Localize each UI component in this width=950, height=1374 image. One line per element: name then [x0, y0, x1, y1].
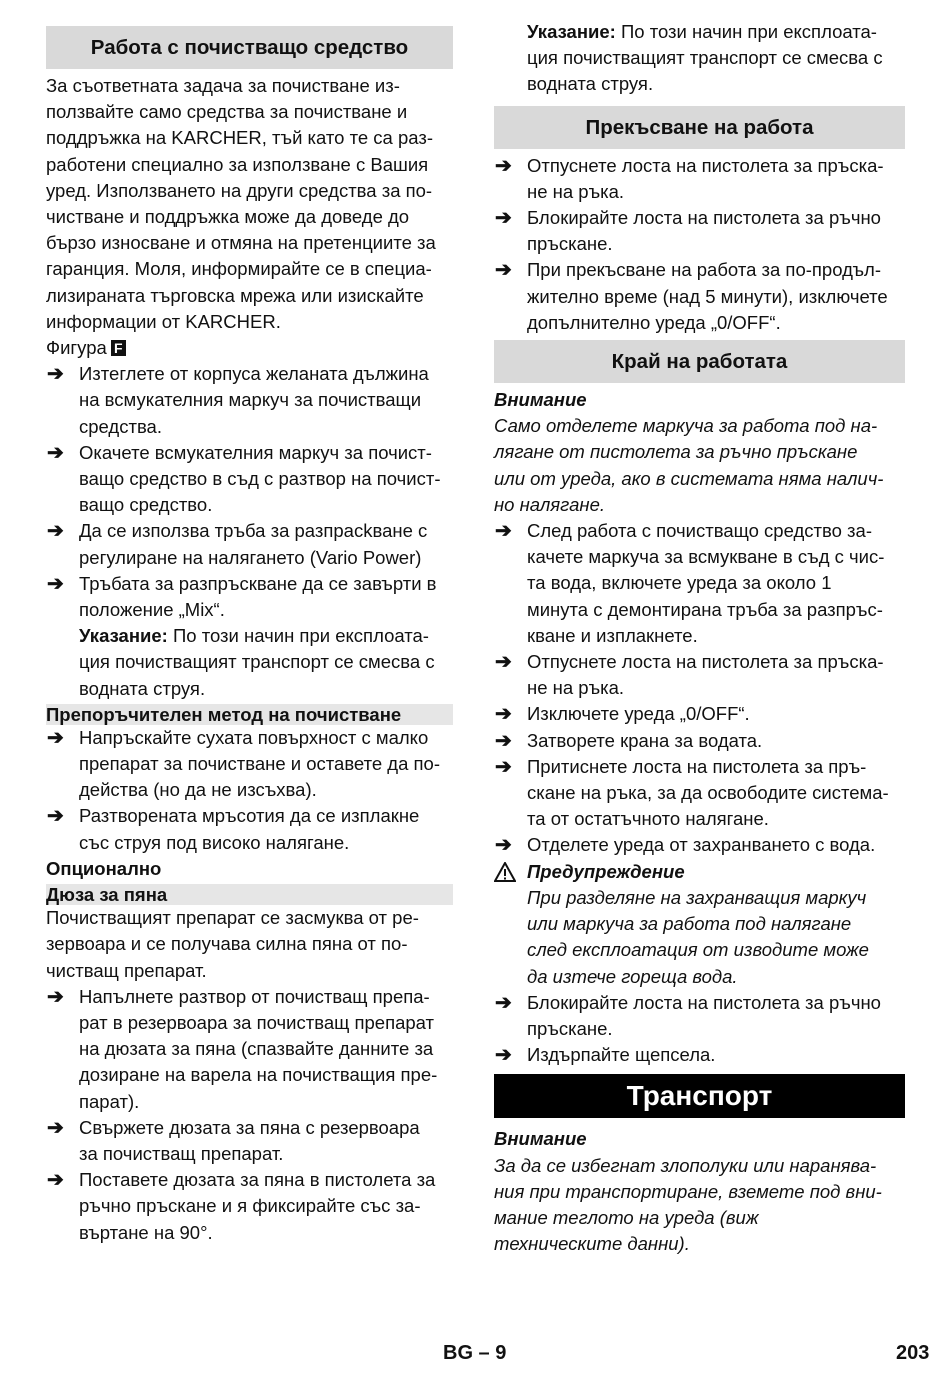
warning-block [494, 859, 905, 990]
arrow-right-icon: ➔ [495, 154, 512, 177]
list-item-line: Отпуснете лоста на пистолета за пръска- [527, 154, 884, 176]
arrow-right-icon: ➔ [47, 726, 64, 749]
list-item [494, 518, 905, 649]
figure-letter-badge: F [111, 340, 126, 356]
list-item-line: При прекъсване на работа за по-продъл- [527, 259, 881, 281]
list-item-line: Напръскайте сухата повърхност с малко [79, 726, 429, 748]
list-item-line: средства. [79, 415, 162, 437]
list-item-line: жително време (над 5 минути), изключете [527, 285, 888, 307]
arrow-right-icon: ➔ [47, 441, 64, 464]
list-item-line: не на ръка. [527, 677, 625, 699]
intro-line: гаранция. Моля, информирайте се в специа- [46, 258, 432, 280]
list-item-line: Отпуснете лоста на пистолета за пръска- [527, 651, 884, 673]
bullet-list-interrupt [494, 153, 905, 336]
warning-text [527, 885, 905, 990]
list-item-line: Блокирайте лоста на пистолета за ръчно [527, 207, 881, 229]
list-item-line: положение „Mix“. [79, 599, 225, 621]
arrow-right-icon: ➔ [495, 755, 512, 778]
list-item [46, 725, 453, 804]
list-item [494, 990, 905, 1042]
list-item-line: Разтворената мръсотия да се изплакне [79, 805, 420, 827]
list-item-line: на дюзата за пяна (спазвайте данните за [79, 1038, 434, 1060]
list-item-line: минута с демонтирана тръба за разпръс- [527, 598, 883, 620]
list-item-line: Затворете крана за водата. [527, 729, 763, 751]
warning-line: или маркуча за работа под налягане [527, 913, 852, 935]
note-line: По този начин при експлоата- [167, 625, 429, 647]
list-item-line: пръскане. [527, 1017, 613, 1039]
list-item-line: Окачете всмукателния маркуч за почист- [79, 441, 432, 463]
transport-line: техническите данни). [494, 1233, 690, 1255]
list-item [46, 361, 453, 440]
list-item [494, 649, 905, 701]
attention-label: Внимание [494, 389, 587, 411]
intro-line: поддръжка на KARCHER, тъй като те са раз- [46, 127, 434, 149]
attention-line: или от уреда, ако в системата няма налич- [494, 467, 884, 489]
list-item [494, 701, 905, 727]
intro-line: За съответната задача за почистване из- [46, 75, 400, 96]
list-item-line: на всмукателния маркуч за почистващи [79, 389, 422, 411]
arrow-right-icon: ➔ [47, 985, 64, 1008]
note-label-right: Указание: [527, 21, 616, 42]
list-item-line: Издърпайте щепсела. [527, 1044, 716, 1066]
note-block [46, 623, 453, 702]
figure-reference [46, 335, 453, 361]
list-item-line: След работа с почистващо средство за- [527, 520, 872, 542]
attention-text [494, 413, 905, 518]
arrow-right-icon: ➔ [47, 520, 64, 543]
arrow-right-icon: ➔ [495, 991, 512, 1014]
list-item-line: Напълнете разтвор от почистващ препа- [79, 985, 430, 1007]
note-line: водната струя. [527, 73, 654, 95]
list-item [494, 205, 905, 257]
attention-line: Само отделете маркуча за работа под на- [494, 415, 878, 437]
section-heading-end-of-work: Край на работата [494, 340, 905, 383]
arrow-right-icon: ➔ [495, 834, 512, 857]
note-block-right [494, 19, 905, 98]
list-item-line: качете маркуча за всмукване в съд с чис- [527, 546, 885, 568]
list-item [46, 518, 453, 570]
list-item-line: рат в резервоара за почистващ препарат [79, 1011, 435, 1033]
bullet-list-c [46, 984, 453, 1246]
list-item-line: със струя под високо налягане. [79, 831, 350, 853]
section-heading-interrupt: Прекъсване на работа [494, 106, 905, 149]
list-item [494, 728, 905, 754]
intro-paragraph [46, 73, 453, 335]
arrow-right-icon: ➔ [495, 259, 512, 282]
intro-line: информации от KARCHER. [46, 310, 281, 332]
arrow-right-icon: ➔ [47, 572, 64, 595]
footer-page-number: 203 [896, 1342, 930, 1364]
transport-line: ния при транспортиране, вземете под вни- [494, 1180, 882, 1202]
intro-line: чистване и поддръжка може да доведе до [46, 206, 410, 228]
footer-section-code: BG – 9 [443, 1342, 507, 1364]
arrow-right-icon: ➔ [47, 1116, 64, 1139]
foam-line: Почистващият препарат се засмуква от ре- [46, 907, 419, 929]
arrow-right-icon: ➔ [495, 651, 512, 674]
transport-line: За да се избегнат злополуки или наранява- [494, 1154, 877, 1176]
arrow-right-icon: ➔ [495, 729, 512, 752]
list-item-line: та от остатъчното налягане. [527, 808, 769, 830]
list-item [46, 1115, 453, 1167]
list-item [46, 1167, 453, 1246]
note-line: водната струя. [79, 677, 206, 699]
list-item-line: Отделете уреда от захранването с вода. [527, 834, 876, 856]
list-item-line: регулиране на налягането (Vario Power) [79, 546, 422, 568]
list-item-line: въртане на 90°. [79, 1221, 213, 1243]
list-item [494, 153, 905, 205]
list-item [46, 803, 453, 855]
list-item-line: пръскане. [527, 233, 613, 255]
list-item-line: ващо средство в съд с разтвор на почист- [79, 468, 441, 490]
warning-triangle-icon [494, 862, 516, 882]
list-item-line: та вода, включете уреда за около 1 [527, 572, 832, 594]
figure-label: Фигура [46, 337, 107, 359]
list-item-line: Блокирайте лоста на пистолета за ръчно [527, 991, 881, 1013]
list-item [494, 832, 905, 858]
list-item-line: парат). [79, 1090, 140, 1112]
foam-description [46, 905, 453, 984]
list-item-line: допълнително уреда „0/OFF“. [527, 311, 781, 333]
arrow-right-icon: ➔ [47, 363, 64, 386]
note-line: По този начин при експлоата- [615, 21, 877, 42]
bullet-list-end [494, 518, 905, 859]
list-item-line: Изтеглете от корпуса желаната дължина [79, 363, 429, 385]
foam-line: зервоара и се получава силна пяна от по- [46, 933, 408, 955]
intro-line: уред. Използването на други средства за по- [46, 179, 433, 201]
bullet-list-b [46, 725, 453, 856]
arrow-right-icon: ➔ [495, 703, 512, 726]
arrow-right-icon: ➔ [495, 1044, 512, 1067]
section-heading-transport: Транспорт [494, 1074, 905, 1118]
list-item-line: препарат за почистване и оставете да по- [79, 753, 440, 775]
list-item-line: ващо средство. [79, 494, 213, 516]
optional-heading: Опционално [46, 857, 162, 879]
transport-attention-label: Внимание [494, 1128, 587, 1150]
method-heading: Препоръчителен метод на почистване [46, 704, 453, 725]
intro-line: бързо износване и отмяна на претенциите за [46, 232, 436, 254]
left-column [46, 26, 453, 1246]
bullet-list-end2 [494, 990, 905, 1069]
list-item-line: не на ръка. [527, 180, 625, 202]
list-item-line: Свържете дюзата за пяна с резервоара [79, 1116, 420, 1138]
attention-line: лягане от пистолета за ръчно пръскане [494, 441, 858, 463]
note-line: ция почистващият транспорт се смесва с [527, 47, 883, 69]
list-item-line: скане на ръка, за да освободите система- [527, 782, 889, 804]
note-label: Указание: [79, 625, 168, 647]
foam-nozzle-heading: Дюза за пяна [46, 884, 453, 905]
list-item-line: действа (но да не изсъхва). [79, 779, 317, 801]
arrow-right-icon: ➔ [47, 1169, 64, 1192]
warning-line: след експлоатация от изводите може [527, 939, 869, 961]
list-item-line: ръчно пръскане и я фиксирайте със за- [79, 1195, 421, 1217]
attention-line: но налягане. [494, 493, 605, 515]
list-item [494, 754, 905, 833]
list-item-line: кване и изплакнете. [527, 624, 698, 646]
list-item-line: за почистващ препарат. [79, 1142, 284, 1164]
bullet-list-a [46, 361, 453, 623]
list-item [46, 571, 453, 623]
warning-line: При разделяне на захранващия маркуч [527, 886, 867, 908]
arrow-right-icon: ➔ [495, 207, 512, 230]
intro-line: работени специално за използване с Вашия [46, 153, 429, 175]
arrow-right-icon: ➔ [495, 520, 512, 543]
foam-line: чистващ препарат. [46, 959, 207, 981]
list-item-line: Поставете дюзата за пяна в пистолета за [79, 1169, 436, 1191]
note-line: ция почистващият транспорт се смесва с [79, 651, 435, 673]
list-item-line: Изключете уреда „0/OFF“. [527, 703, 750, 725]
section-heading-cleaning-agent: Работа с почистващо средство [46, 26, 453, 69]
arrow-right-icon: ➔ [47, 805, 64, 828]
warning-label: Предупреждение [527, 860, 685, 882]
list-item [494, 257, 905, 336]
list-item-line: Притиснете лоста на пистолета за пръ- [527, 755, 867, 777]
list-item-line: Да се използва тръба за разпрасkване с [79, 520, 428, 542]
intro-line: ползвайте само средства за почистване и [46, 101, 408, 123]
warning-line: да изтече гореща вода. [527, 965, 738, 987]
list-item [46, 984, 453, 1115]
intro-line: лизираната търговска мрежа или изискайте [46, 284, 424, 306]
transport-attention-text [494, 1153, 905, 1258]
list-item-line: дозиране на варела на почистващия пре- [79, 1064, 438, 1086]
right-column [494, 19, 905, 1257]
list-item-line: Тръбата за разпръскване да се завърти в [79, 572, 437, 594]
list-item [46, 440, 453, 519]
list-item [494, 1042, 905, 1068]
transport-line: мание теглото на уреда (виж [494, 1206, 759, 1228]
